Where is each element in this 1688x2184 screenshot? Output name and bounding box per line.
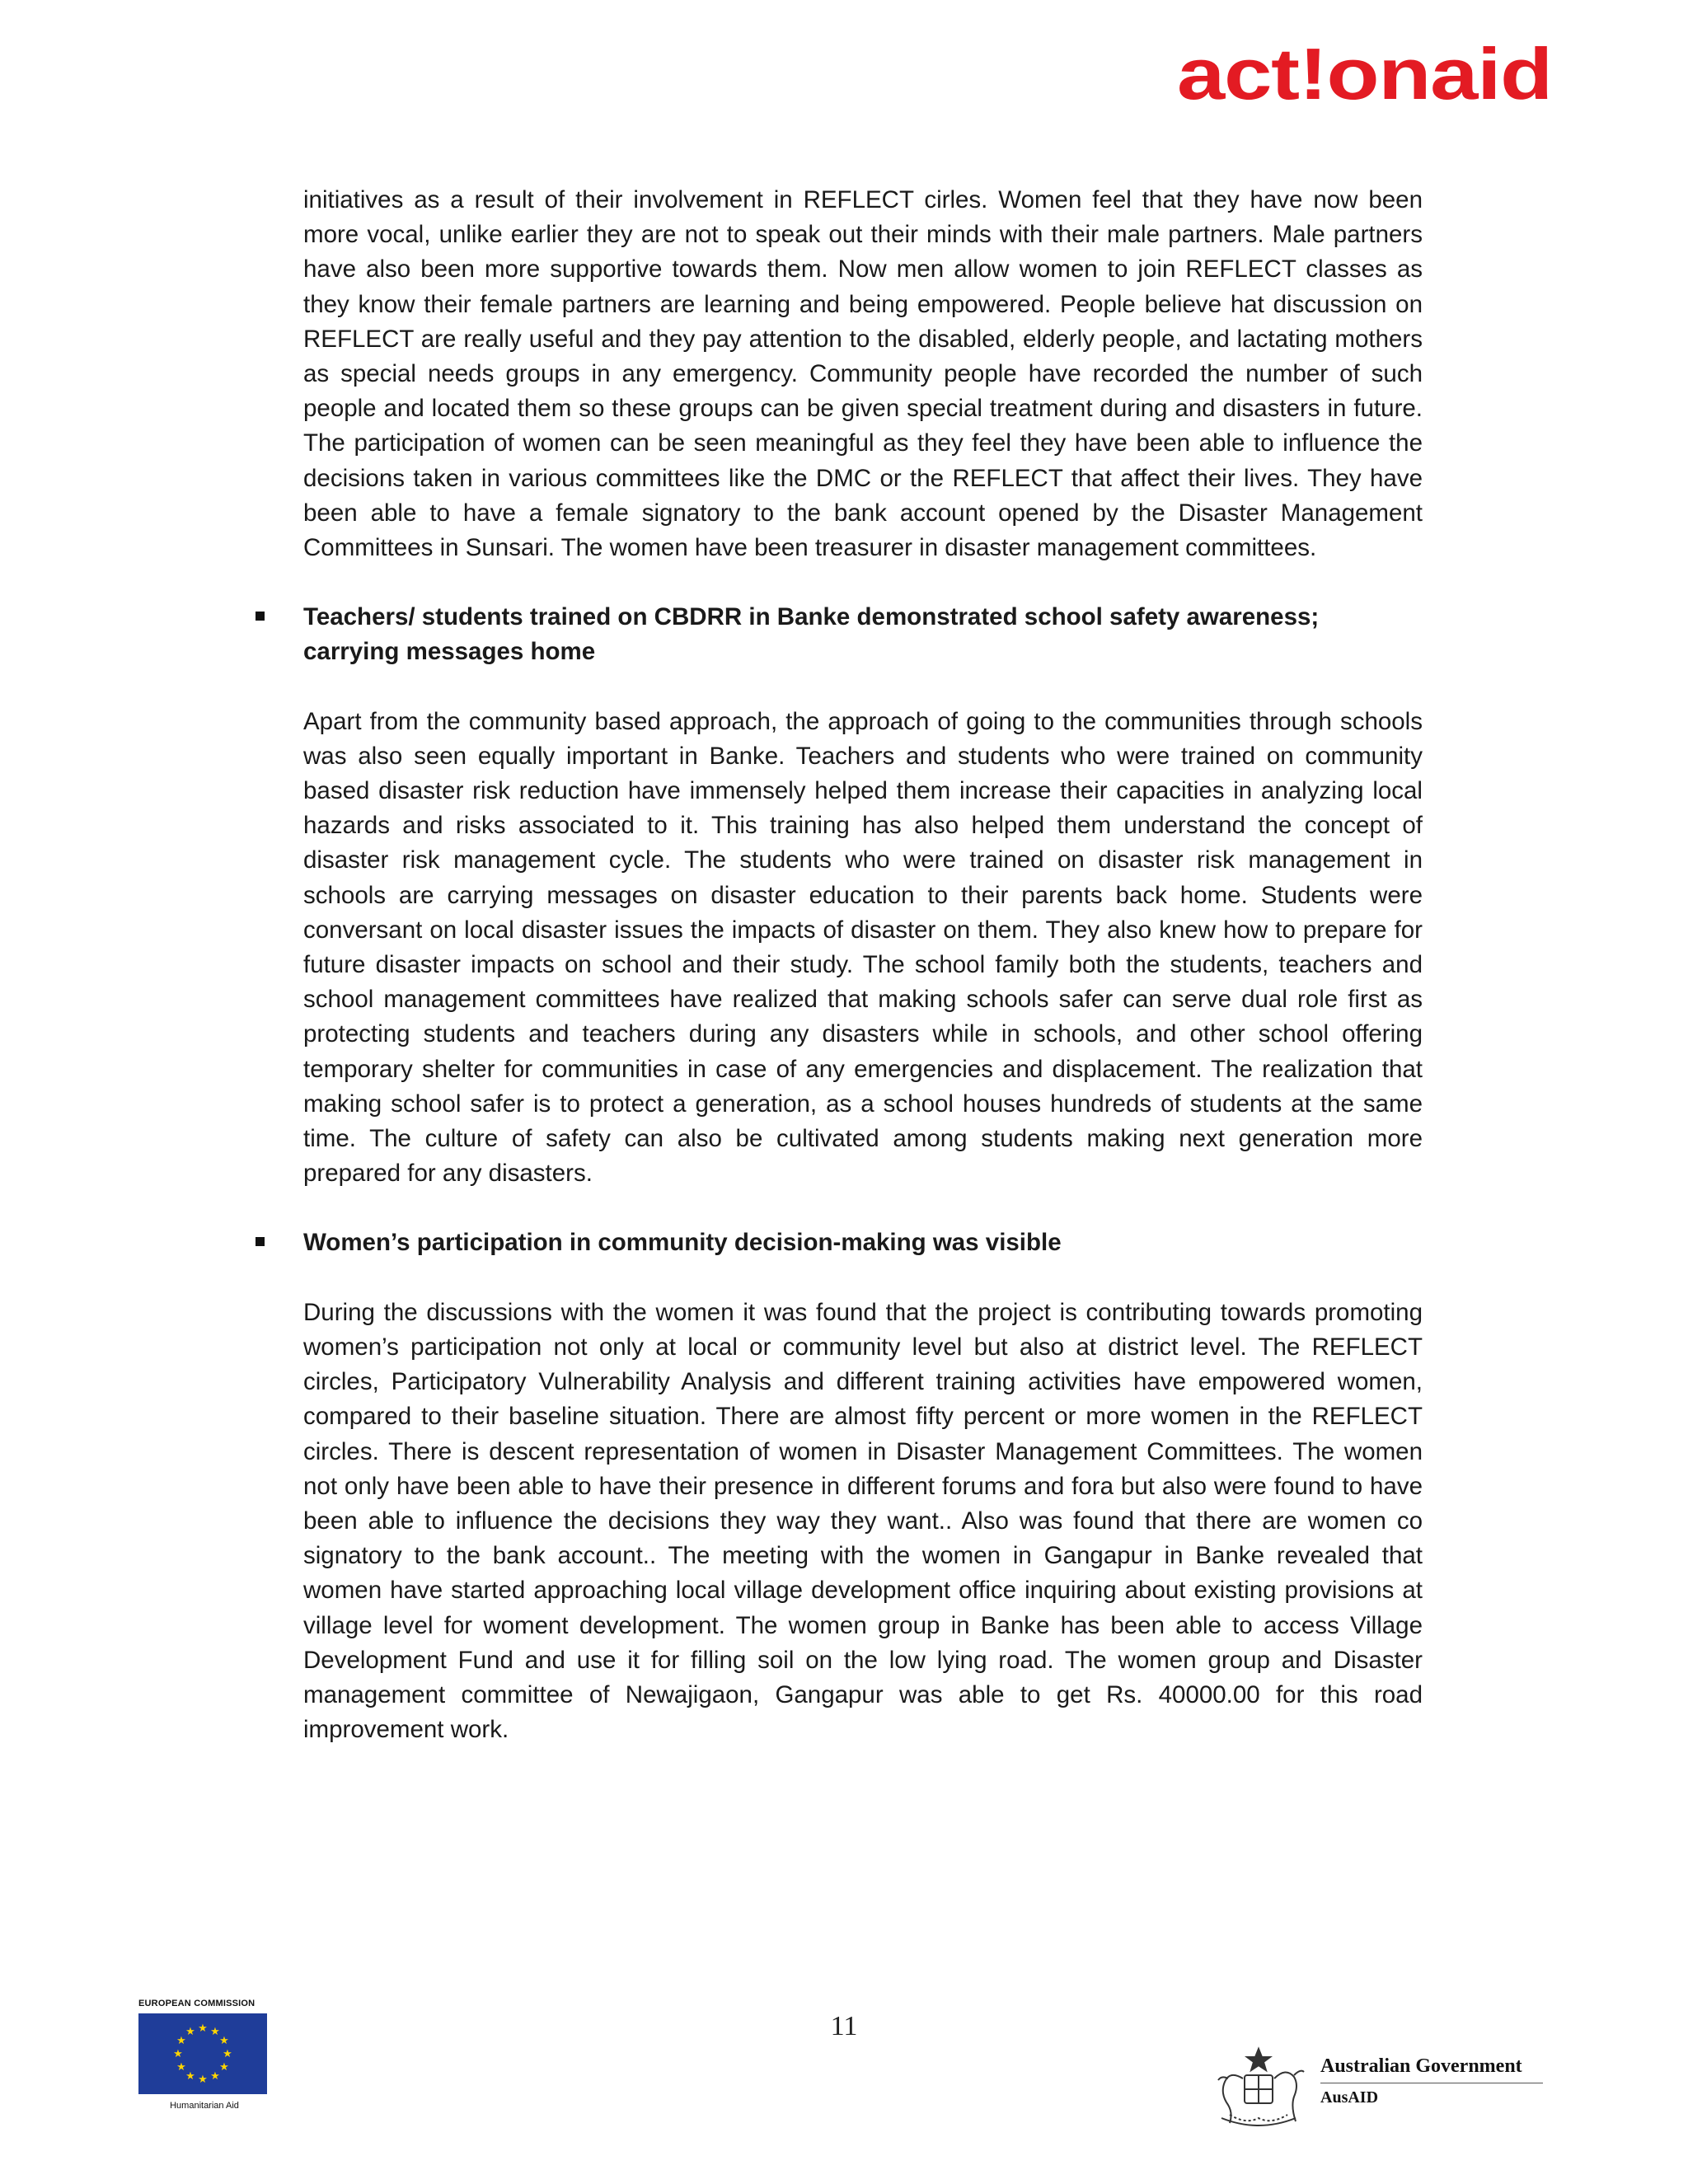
paragraph-women-participation: During the discussions with the women it was found that the project is contributing towards promoting women’s participation not only at local or community level but also at district level. The REFLECT circles, Participatory Vulnerability Analysis and different training activities have empowered women, compared to their baseline situation. There are almost fifty percent or more women in the REFLECT circles. There is descent representation of women in Disaster Management Committees. The women not only have been able to have their presence in different forums and fora but also were found to have been able to influence the decisions they way they want.. Also was found that there are women co signatory to the bank account.. The meeting with the women in Gangapur in Banke revealed that women have started approaching local village development office inquiring about existing provisions at village level for woment development. The women group in Banke has been able to access Village Development Fund and use it for filling soil on the low lying road. The women group and Disaster management committee of Newajigaon, Gangapur was able to get Rs. 40000.00 for this road improvement work. bbox=[303, 1298, 1423, 1744]
page-number: 11 bbox=[830, 2011, 858, 2041]
actionaid-logo bbox=[1177, 41, 1556, 115]
svg-text:★: ★ bbox=[198, 2074, 208, 2086]
australian-government-ausaid-logo bbox=[1205, 2042, 1551, 2133]
section-heading-line1: Teachers/ students trained on CBDRR in Banke demonstrated school safety awareness; bbox=[303, 603, 1320, 631]
svg-text:★: ★ bbox=[223, 2048, 232, 2060]
section-heading-line2: carrying messages home bbox=[303, 638, 596, 666]
svg-text:act!onaid: act!onaid bbox=[1177, 41, 1552, 115]
square-bullet-icon bbox=[256, 612, 265, 621]
section-heading-school-safety bbox=[303, 600, 1423, 669]
eu-caption-top: EUROPEAN COMMISSION bbox=[138, 1999, 256, 2008]
svg-text:★: ★ bbox=[219, 2061, 229, 2074]
eu-flag-icon bbox=[138, 2013, 267, 2094]
svg-text:★: ★ bbox=[185, 2070, 195, 2083]
svg-text:★: ★ bbox=[219, 2035, 229, 2047]
svg-text:★: ★ bbox=[185, 2026, 195, 2038]
coat-of-arms-icon bbox=[1205, 2042, 1312, 2130]
ausaid-label: AusAID bbox=[1320, 2088, 1379, 2107]
section-heading-line1: Women’s participation in community decision-making was visible bbox=[303, 1229, 1062, 1257]
svg-text:★: ★ bbox=[176, 2035, 186, 2047]
svg-text:★: ★ bbox=[176, 2061, 186, 2074]
paragraph-school-safety: Apart from the community based approach, the approach of going to the communities through schools was also seen equally important in Banke. Teachers and students who were trained on community based disaster risk reduction have immensely helped them increase their capacities in analyzing local hazards and risks associated to it. This training has also helped them understand the concept of disaster risk management cycle. The students who were trained on disaster risk management in schools are carrying messages on disaster education to their parents back home. Students were conversant on local disaster issues the impacts of disaster on them. They also knew how to prepare for future disaster impacts on school and their study. The school family both the students, teachers and school management committees have realized that making schools safer can serve dual role first as protecting students and teachers during any disasters while in schools, and other school offering temporary shelter for communities in case of any emergencies and displacement. The realization that making school safer is to protect a generation, as a school houses hundreds of students at the same time. The culture of safety can also be cultivated among students making next generation more prepared for any disasters. bbox=[303, 707, 1423, 1188]
eu-humanitarian-aid-logo bbox=[138, 1999, 270, 2111]
australian-government-label: Australian Government bbox=[1320, 2055, 1543, 2083]
section-heading-women-participation bbox=[303, 1226, 1423, 1260]
main-text bbox=[303, 183, 1423, 1747]
svg-text:★: ★ bbox=[210, 2026, 220, 2038]
paragraph-reflect-women: initiatives as a result of their involvement in REFLECT cirles. Women feel that they have now been more vocal, unlike earlier they are not to speak out their minds with their male partners. Male partners have also been more supportive towards them. Now men allow women to join REFLECT classes as they know their female partners are learning and being empowered. People believe hat discussion on REFLECT are really useful and they pay attention to the disabled, elderly people, and lactating mothers as special needs groups in any emergency. Community people have recorded the number of such people and located them so these groups can be given special treatment during and disasters in future. The participation of women can be seen meaningful as they feel they have been able to influence the decisions taken in various committees like the DMC or the REFLECT that affect their lives. They have been able to have a female signatory to the bank account opened by the Disaster Management Committees in Sunsari. The women have been treasurer in disaster management committees. bbox=[303, 186, 1423, 562]
eu-caption-bottom: Humanitarian Aid bbox=[170, 2101, 239, 2111]
svg-text:★: ★ bbox=[210, 2070, 220, 2083]
square-bullet-icon bbox=[256, 1237, 265, 1246]
svg-text:★: ★ bbox=[173, 2048, 183, 2060]
svg-text:★: ★ bbox=[198, 2022, 208, 2035]
